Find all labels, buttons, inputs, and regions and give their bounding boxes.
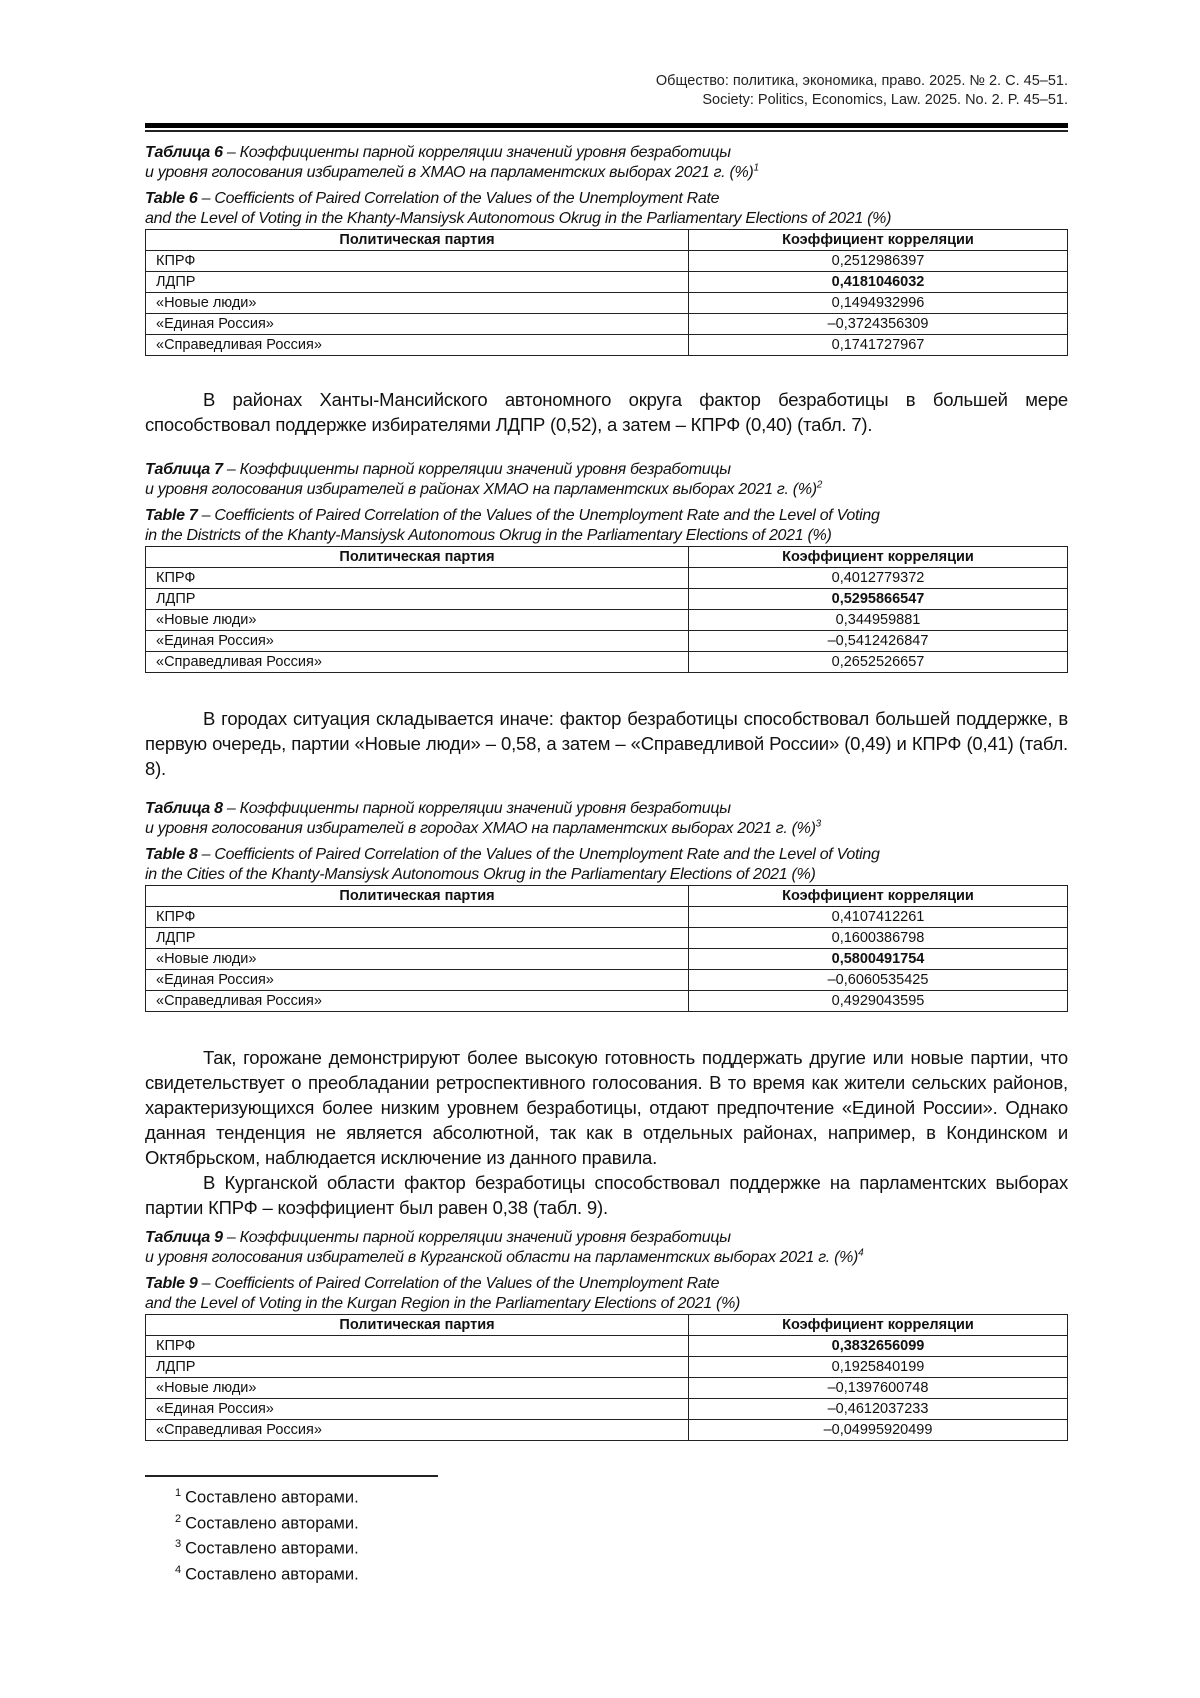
running-head-ru: Общество: политика, экономика, право. 2025. № 2. С. 45–51. (655, 73, 1068, 89)
table-row: «Справедливая Россия» –0,04995920499 (146, 1420, 1068, 1441)
table-row: ЛДПР 0,5295866547 (146, 589, 1068, 610)
paragraph-2: В городах ситуация складывается иначе: фактор безработицы способствовал большей поддержке, в первую очередь, партии «Новые люди» – 0,58, а затем – «Справедливой России» (0,49) и КПРФ (0,41) (табл. 8). (145, 708, 1068, 779)
header-rule-thick (145, 123, 1068, 128)
table-row: КПРФ 0,4107412261 (146, 907, 1068, 928)
table-row: «Справедливая Россия» 0,1741727967 (146, 335, 1068, 356)
table-header-row (146, 886, 1068, 907)
table-7-section (145, 460, 1068, 673)
table-7-caption-ru: Таблица 7 – Коэффициенты парной корреляции значений уровня безработицы и уровня голосования избирателей в районах ХМАО на парламентских выборах 2021 г. (%)$^2$ (145, 461, 823, 498)
table-row: «Единая Россия» –0,6060535425 (146, 970, 1068, 991)
footnotes (175, 1483, 359, 1585)
table-row: «Справедливая Россия» 0,2652526657 (146, 652, 1068, 673)
table-row: ЛДПР 0,4181046032 (146, 272, 1068, 293)
footnote: $^1$ Составлено авторами. (175, 1487, 359, 1507)
table-8 (145, 885, 1068, 1012)
column-header-party: Политическая партия (146, 1315, 689, 1336)
footnote-ref[interactable]: 1 (753, 162, 759, 174)
table-6 (145, 229, 1068, 356)
table-row: ЛДПР 0,1925840199 (146, 1357, 1068, 1378)
table-row: КПРФ 0,4012779372 (146, 568, 1068, 589)
table-row: «Новые люди» 0,1494932996 (146, 293, 1068, 314)
table-6-caption-en: Table 6 – Coefficients of Paired Correlation of the Values of the Unemployment Rate and the Level of Voting in the Khanty-Mansiysk Autonomous Okrug in the Parliamentary Elections of 2021 (%) (145, 190, 892, 227)
footnote: $^4$ Составлено авторами. (175, 1563, 359, 1583)
table-6-section (145, 143, 1068, 356)
header-rule-thin (145, 130, 1068, 132)
running-head (656, 72, 1068, 110)
table-8-caption-ru: Таблица 8 – Коэффициенты парной корреляции значений уровня безработицы и уровня голосования избирателей в городах ХМАО на парламентских выборах 2021 г. (%)$^3$ (145, 800, 821, 837)
table-row: «Новые люди» 0,344959881 (146, 610, 1068, 631)
table-row: ЛДПР 0,1600386798 (146, 928, 1068, 949)
column-header-party: Политическая партия (146, 547, 689, 568)
table-9 (145, 1314, 1068, 1441)
table-9-section (145, 1228, 1068, 1441)
running-head-en: Society: Politics, Economics, Law. 2025. No. 2. P. 45–51. (702, 92, 1068, 108)
table-row: «Справедливая Россия» 0,4929043595 (146, 991, 1068, 1012)
paragraph-1: В районах Ханты-Мансийского автономного округа фактор безработицы в большей мере способствовал поддержке избирателями ЛДПР (0,52), а затем – КПРФ (0,40) (табл. 7). (145, 389, 1068, 435)
table-8-section (145, 799, 1068, 1012)
table-7 (145, 546, 1068, 673)
column-header-coefficient: Коэффициент корреляции (689, 547, 1068, 568)
table-header-row (146, 547, 1068, 568)
column-header-coefficient: Коэффициент корреляции (689, 230, 1068, 251)
table-6-caption-ru: Таблица 6 – Коэффициенты парной корреляции значений уровня безработицы и уровня голосования избирателей в ХМАО на парламентских выборах 2021 г. (%)$^1$ (145, 144, 759, 181)
table-header-row (146, 1315, 1068, 1336)
table-row: «Единая Россия» –0,3724356309 (146, 314, 1068, 335)
table-row: «Новые люди» –0,1397600748 (146, 1378, 1068, 1399)
footnote-ref[interactable]: 3 (815, 818, 821, 830)
table-row: КПРФ 0,2512986397 (146, 251, 1068, 272)
column-header-party: Политическая партия (146, 886, 689, 907)
table-9-caption-en: Table 9 – Coefficients of Paired Correlation of the Values of the Unemployment Rate and the Level of Voting in the Kurgan Region in the Parliamentary Elections of 2021 (%) (145, 1275, 741, 1312)
paragraph-4: В Курганской области фактор безработицы способствовал поддержке на парламентских выборах партии КПРФ – коэффициент был равен 0,38 (табл. 9). (145, 1172, 1068, 1218)
table-row: «Единая Россия» –0,4612037233 (146, 1399, 1068, 1420)
footnote: $^3$ Составлено авторами. (175, 1538, 359, 1558)
paragraph-3: Так, горожане демонстрируют более высокую готовность поддержать другие или новые партии, что свидетельствует о преобладании ретроспективного голосования. В то время как жители сельских районов, характеризующихся более низким уровнем безработицы, отдают предпочтение «Единой России». Однако данная тенденция не является абсолютной, так как в отдельных районах, например, в Кондинском и Октябрьском, наблюдается исключение из данного правила. (145, 1047, 1068, 1168)
column-header-party: Политическая партия (146, 230, 689, 251)
footnote-ref[interactable]: 4 (858, 1247, 864, 1259)
footnote-ref[interactable]: 2 (816, 479, 823, 491)
column-header-coefficient: Коэффициент корреляции (689, 886, 1068, 907)
footnote: $^2$ Составлено авторами. (175, 1512, 359, 1532)
column-header-coefficient: Коэффициент корреляции (689, 1315, 1068, 1336)
table-8-caption-en: Table 8 – Coefficients of Paired Correlation of the Values of the Unemployment Rate and the Level of Voting in the Cities of the Khanty-Mansiysk Autonomous Okrug in the Parliamentary Elections of 2021 (%) (145, 846, 880, 883)
footnote-separator (145, 1475, 438, 1477)
table-row: «Новые люди» 0,5800491754 (146, 949, 1068, 970)
table-9-caption-ru: Таблица 9 – Коэффициенты парной корреляции значений уровня безработицы и уровня голосования избирателей в Курганской области на парламентских выборах 2021 г. (%)$^4$ (145, 1229, 864, 1266)
table-row: «Единая Россия» –0,5412426847 (146, 631, 1068, 652)
table-row: КПРФ 0,3832656099 (146, 1336, 1068, 1357)
table-7-caption-en: Table 7 – Coefficients of Paired Correlation of the Values of the Unemployment Rate and the Level of Voting in the Districts of the Khanty-Mansiysk Autonomous Okrug in the Parliamentary Elections of 2021 (%) (145, 507, 880, 544)
table-header-row (146, 230, 1068, 251)
